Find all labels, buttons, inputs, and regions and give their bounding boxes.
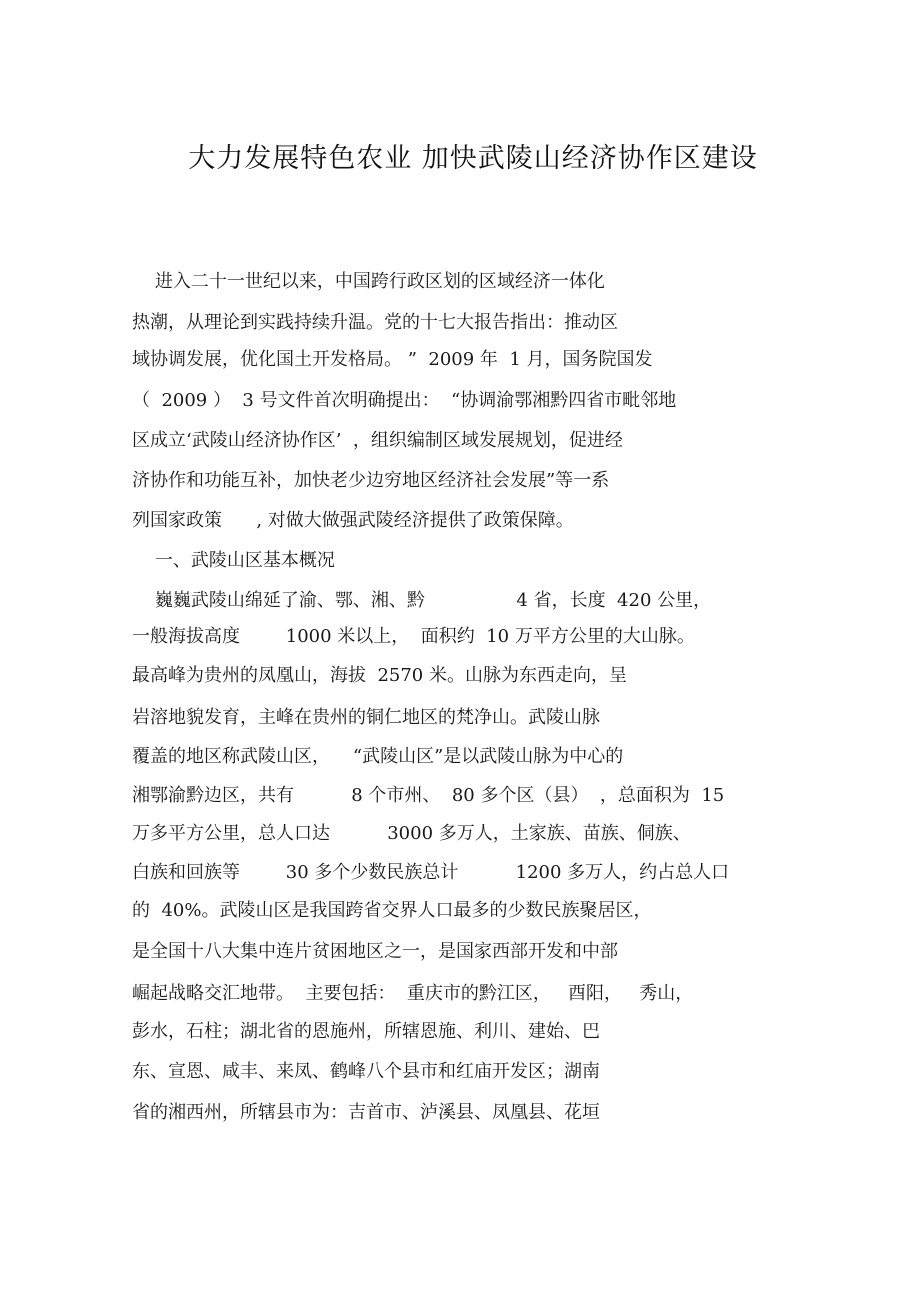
paragraph-line: 列国家政策 , 对做大做强武陵经济提供了政策保障。: [132, 510, 574, 531]
paragraph-line: 覆盖的地区称武陵山区， “武陵山区”是以武陵山脉为中心的: [132, 746, 624, 767]
paragraph-line: 巍巍武陵山绵延了渝、鄂、湘、黔 4 省，长度 420 公里，: [132, 590, 712, 611]
paragraph-line: 区成立‘武陵山经济协作区’ ，组织编制区域发展规划，促进经: [132, 430, 623, 451]
paragraph-line: 济协作和功能互补，加快老少边穷地区经济社会发展”等一系: [132, 470, 610, 491]
paragraph-line: 一般海拔高度 1000 米以上， 面积约 10 万平方公里的大山脉。: [132, 626, 695, 647]
paragraph-line: 岩溶地貌发育，主峰在贵州的铜仁地区的梵净山。武陵山脉: [132, 707, 600, 728]
paragraph-line: 湘鄂渝黔边区，共有 8 个市州、 80 多个区（县） ，总面积为 15: [132, 785, 725, 806]
paragraph-line: 省的湘西州，所辖县市为：吉首市、泸溪县、凤凰县、花垣: [132, 1102, 600, 1123]
paragraph-line: 崛起战略交汇地带。 主要包括： 重庆市的黔江区， 酉阳， 秀山，: [132, 983, 694, 1004]
paragraph-line: 彭水，石柱；湖北省的恩施州，所辖恩施、利川、建始、巴: [132, 1021, 600, 1042]
paragraph-line: 东、宣恩、咸丰、来凤、鹤峰八个县市和红庙开发区；湖南: [132, 1061, 600, 1082]
section-heading: 一、武陵山区基本概况: [132, 550, 335, 571]
paragraph-line: 是全国十八大集中连片贫困地区之一，是国家西部开发和中部: [132, 941, 618, 962]
paragraph-line: 的 40%。武陵山区是我国跨省交界人口最多的少数民族聚居区，: [132, 900, 652, 921]
document-title: 大力发展特色农业 加快武陵山经济协作区建设: [188, 143, 758, 174]
paragraph-line: 最高峰为贵州的凤凰山，海拔 2570 米。山脉为东西走向，呈: [132, 665, 627, 686]
paragraph-line: 热潮，从理论到实践持续升温。党的十七大报告指出：推动区: [132, 312, 618, 333]
paragraph-line: 万多平方公里，总人口达 3000 多万人，土家族、苗族、侗族、: [132, 823, 691, 844]
paragraph-line: 白族和回族等 30 多个少数民族总计 1200 多万人，约占总人口: [132, 862, 730, 883]
paragraph-line: 域协调发展，优化国土开发格局。 ” 2009 年 1 月，国务院国发: [132, 349, 653, 370]
paragraph-line: （ 2009 ） 3 号文件首次明确提出： “协调渝鄂湘黔四省市毗邻地: [132, 390, 677, 411]
paragraph-line: 进入二十一世纪以来，中国跨行政区划的区域经济一体化: [132, 271, 605, 292]
